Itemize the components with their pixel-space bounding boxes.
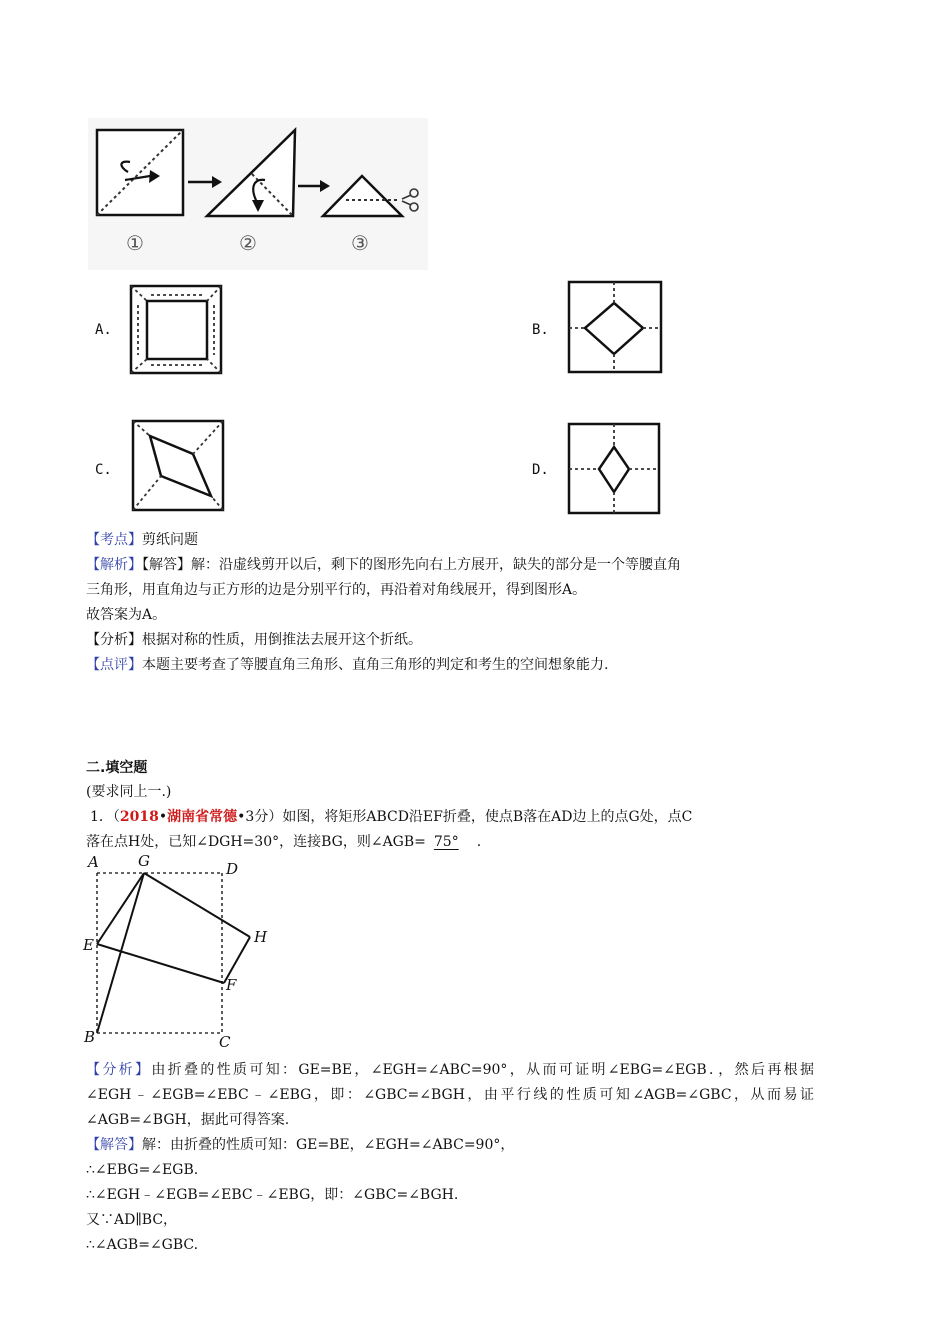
- jiexi-line-2: 三角形，用直角边与正方形的边是分别平行的，再沿着对角线展开，得到图形A。: [86, 582, 587, 598]
- point-d-label: D: [226, 860, 239, 878]
- point-a-label: A: [88, 853, 99, 871]
- q2-line2-pre: 落在点H处，已知∠DGH=30°，连接BG，则∠AGB=: [86, 834, 426, 850]
- q2-fenxi-tag: 【分析】: [86, 1062, 152, 1078]
- section-title: 二.填空题: [86, 760, 148, 776]
- kaodian-tag: 【考点】: [86, 532, 142, 548]
- answer-line: 故答案为A。: [86, 607, 167, 623]
- q2-jieda-line-1: [86, 1135, 514, 1155]
- q2-year: 2018: [119, 809, 159, 825]
- point-h-label: H: [254, 928, 268, 946]
- option-c-label: C.: [95, 462, 112, 478]
- option-b-label: B.: [532, 322, 549, 338]
- point-c-label: C: [219, 1033, 231, 1051]
- section-note: (要求同上一.): [86, 784, 172, 800]
- step1-label: ①: [126, 231, 144, 255]
- option-a-label: A.: [95, 322, 112, 338]
- q2-stem: 3分）如图，将矩形ABCD沿EF折叠，使点B落在AD边上的点G处，点C: [245, 809, 693, 825]
- q2-num: 1．（: [90, 809, 120, 825]
- jiexi-text-1: 【解答】解：沿虚线剪开以后，剩下的图形先向右上方展开，缺失的部分是一个等腰直角: [142, 557, 681, 573]
- q2-line2-post: .: [476, 834, 482, 850]
- q2-jieda-line-2: ∴∠EBG=∠EGB.: [86, 1162, 199, 1178]
- point-b-label: B: [84, 1028, 96, 1046]
- q2-jieda-line-5: ∴∠AGB=∠GBC.: [86, 1237, 199, 1253]
- q2-fenxi-line-1: [86, 1060, 814, 1080]
- q2-answer-blank: 75°: [433, 834, 459, 850]
- point-e-label: E: [83, 936, 94, 954]
- kaodian-text: 剪纸问题: [142, 532, 198, 548]
- fenxi-line: 【分析】根据对称的性质，用倒推法去展开这个折纸。: [86, 632, 422, 648]
- dianping-tag: 【点评】: [86, 657, 142, 673]
- q2-fenxi-line-3: ∠AGB=∠BGH，据此可得答案.: [86, 1112, 290, 1128]
- q2-dot2: •: [237, 809, 246, 825]
- point-g-label: G: [138, 852, 150, 870]
- q2-fenxi-line-2: ∠EGH﹣∠EGB=∠EBC﹣∠EBG，即：∠GBC=∠BGH，由平行线的性质可知∠AGB=∠GBC，从而易证: [86, 1087, 814, 1103]
- q2-jieda-tag: 【解答】: [86, 1137, 142, 1153]
- q2-jieda-line-4: 又∵AD∥BC，: [86, 1212, 178, 1228]
- jiexi-tag: 【解析】: [86, 557, 142, 573]
- dianping-text: 本题主要考查了等腰直角三角形、直角三角形的判定和考生的空间想象能力.: [142, 657, 609, 673]
- q2-fenxi-text-1: 由折叠的性质可知：GE=BE，∠EGH=∠ABC=90°，从而可证明∠EBG=∠EGB．，然后再根据: [151, 1062, 814, 1078]
- option-d-label: D.: [532, 462, 549, 478]
- point-f-label: F: [226, 976, 237, 994]
- q2-dot1: •: [158, 809, 168, 825]
- step3-label: ③: [351, 231, 369, 255]
- q2-jieda-line-3: ∴∠EGH﹣∠EGB=∠EBC﹣∠EBG，即：∠GBC=∠BGH.: [86, 1187, 459, 1203]
- step2-label: ②: [239, 231, 257, 255]
- q2-jieda-text-1: 解：由折叠的性质可知：GE=BE，∠EGH=∠ABC=90°，: [142, 1137, 515, 1153]
- q2-place: 湖南省常德: [167, 809, 238, 825]
